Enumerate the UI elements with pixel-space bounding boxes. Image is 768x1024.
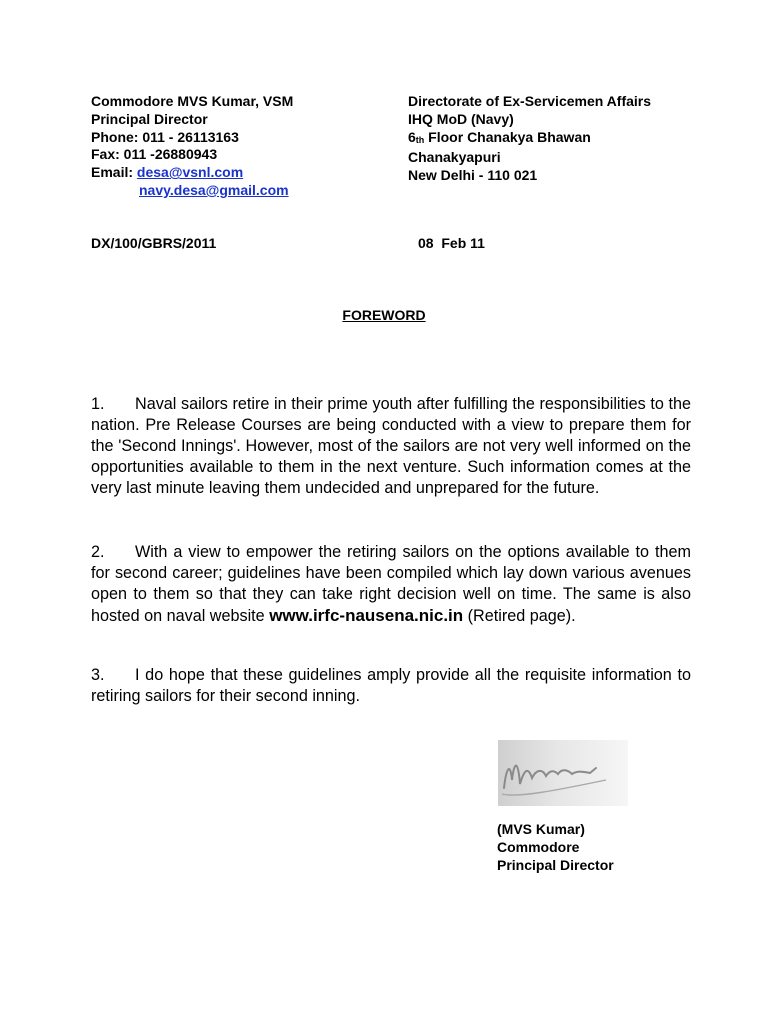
- website-link[interactable]: www.irfc-nausena.nic.in: [269, 606, 464, 625]
- sender-block: [91, 93, 293, 200]
- signature-block: [497, 820, 614, 874]
- paragraph-1-text: Naval sailors retire in their prime youth after fulfilling the responsibilities to the nation. Pre Release Courses are being conducted with a view to prepare them for the 'Second Innings'. However, most of the sailors are not very well informed on the opportunities available to them in the next venture. Such information comes at the very last minute leaving them undecided and unprepared for the future.: [91, 395, 691, 497]
- paragraph-3: [91, 665, 691, 707]
- signatory-rank: Commodore: [497, 839, 580, 855]
- sender-phone: Phone: 011 - 26113163: [91, 128, 239, 145]
- paragraph-1: [91, 394, 691, 499]
- signature-image: [498, 740, 628, 806]
- paragraph-3-number: 3.: [91, 666, 105, 684]
- sender-name: Commodore MVS Kumar, VSM: [91, 93, 294, 109]
- letter-date: 08 Feb 11: [418, 235, 485, 251]
- sender-fax: Fax: 011 -26880943: [91, 146, 218, 163]
- sender-email-line: [91, 164, 293, 182]
- office-line-3: [408, 129, 651, 150]
- email-link-2[interactable]: navy.desa@gmail.com: [139, 181, 289, 198]
- email-link-1[interactable]: desa@vsnl.com: [136, 164, 244, 181]
- office-line-4: Chanakyapuri: [408, 149, 501, 166]
- reference-number: DX/100/GBRS/2011: [91, 235, 217, 251]
- signatory-name: (MVS Kumar): [497, 821, 585, 837]
- signatory-designation: Principal Director: [497, 857, 614, 873]
- office-line-5: New Delhi - 110 021: [408, 167, 538, 184]
- sender-designation: Principal Director: [91, 110, 208, 127]
- office-line-2: IHQ MoD (Navy): [408, 110, 514, 127]
- email-label: Email:: [91, 164, 137, 181]
- paragraph-2-text: With a view to empower the retiring sailors on the options available to them for second career; guidelines have been compiled which lay down various avenues open to them so that they can take right decision well on time. The same is also hosted on naval website: [91, 543, 691, 625]
- paragraph-2-number: 2.: [91, 543, 105, 561]
- office-address-block: [408, 93, 651, 185]
- page-title-text: FOREWORD: [342, 307, 426, 323]
- paragraph-1-number: 1.: [91, 395, 105, 413]
- paragraph-2-tail: (Retired page).: [463, 607, 576, 625]
- page-title: [0, 307, 768, 323]
- paragraph-2: [91, 542, 691, 627]
- floor-number: 6: [408, 128, 416, 145]
- office-line-1: Directorate of Ex-Servicemen Affairs: [408, 93, 652, 109]
- paragraph-3-text: I do hope that these guidelines amply provide all the requisite information to retiring sailors for their second inning.: [91, 666, 691, 705]
- floor-suffix: th: [415, 134, 425, 145]
- sender-email-line-2: [91, 182, 293, 200]
- floor-rest: Floor Chanakya Bhawan: [424, 128, 591, 145]
